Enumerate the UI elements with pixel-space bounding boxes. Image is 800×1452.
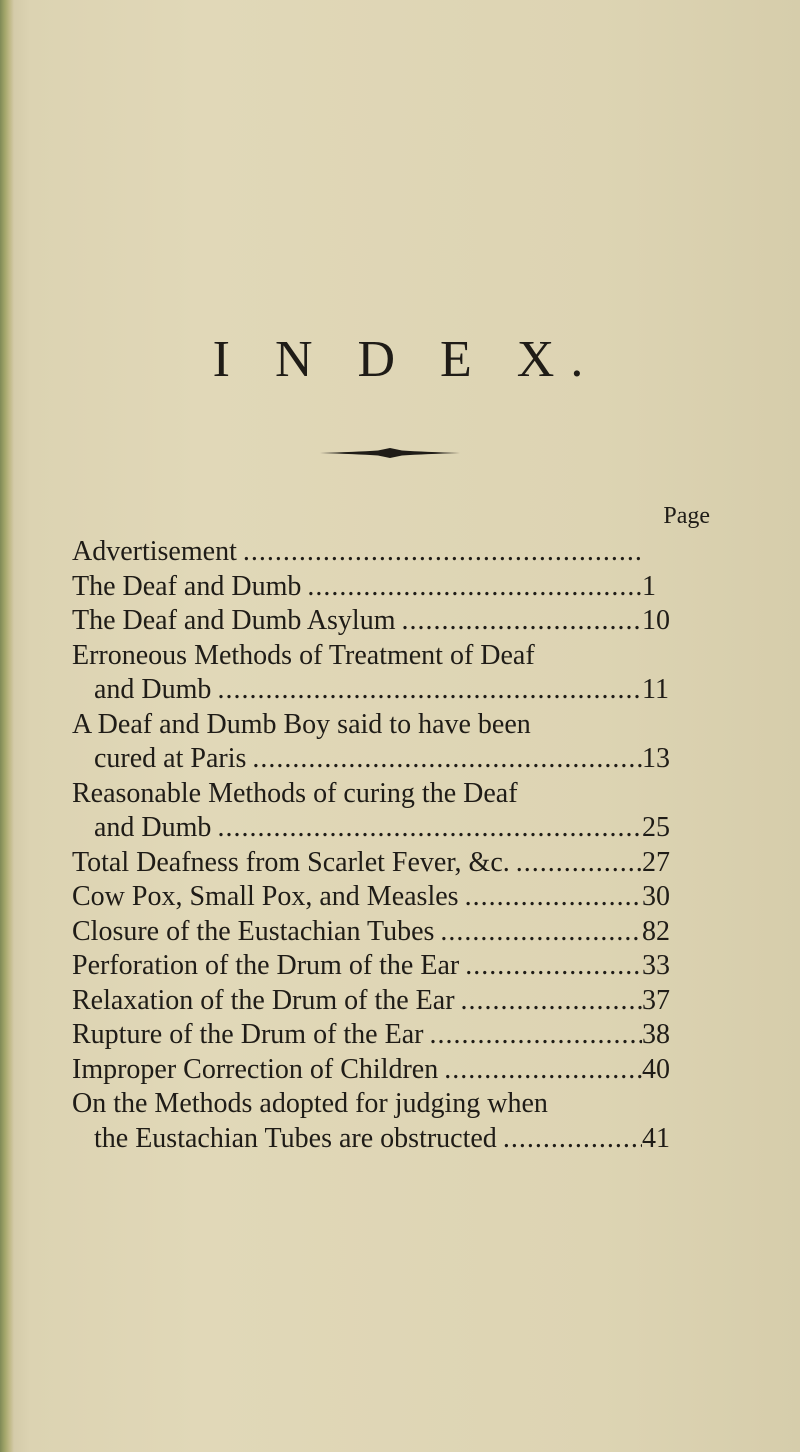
entry-page-number: 11 [642,674,669,705]
index-entry [72,1053,672,1088]
entry-text: Advertisement [72,536,237,567]
leader-dots [434,915,642,950]
leader-dots [497,1122,642,1157]
entry-text: A Deaf and Dumb Boy said to have been [72,708,531,740]
entry-page-number: 33 [642,950,670,981]
index-entry [72,846,672,881]
entry-page-number: 30 [642,881,670,912]
leader-dots [459,880,642,915]
index-entry [72,984,672,1019]
entry-text: Rupture of the Drum of the Ear [72,1019,424,1050]
leader-dots [301,570,642,605]
entry-text: Perforation of the Drum of the Ear [72,950,460,981]
leader-dots [396,604,643,639]
entry-text: Closure of the Eustachian Tubes [72,915,435,947]
index-entry [72,880,672,915]
entry-text: Erroneous Methods of Treatment of Deaf [72,639,535,671]
index-entry [72,1018,672,1053]
entry-text: Total Deafness from Scarlet Fever, &c. [72,846,510,878]
entry-page-number: 38 [642,1019,670,1050]
entry-text: Relaxation of the Drum of the Ear [72,984,455,1016]
entry-text: Improper Correction of Children [72,1053,439,1085]
index-entry-continuation [72,811,672,846]
entry-page-number: 10 [642,605,670,636]
entry-page-number: 41 [642,1122,670,1154]
index-entry [72,639,672,674]
index-entry [72,535,672,570]
leader-dots [246,742,642,777]
entry-text: On the Methods adopted for judging when [72,1088,548,1119]
index-entry [72,570,672,605]
index-entry-continuation [72,1122,672,1157]
leader-dots [510,846,642,881]
entry-text: cured at Paris [94,743,247,774]
entry-page-number: 37 [642,984,670,1016]
leader-dots [237,535,642,570]
entry-text: Cow Pox, Small Pox, and Measles [72,881,459,912]
leader-dots [459,949,642,984]
index-entry-continuation [72,673,672,708]
index-entry-continuation [72,742,672,777]
ornamental-rule [320,448,460,458]
entry-text: The Deaf and Dumb [72,570,302,602]
index-entry [72,777,672,812]
index-entry [72,604,672,639]
index-entry [72,708,672,743]
index-entry [72,949,672,984]
index-title: I N D E X. [212,331,600,388]
index-entries [72,535,672,1156]
entry-text: the Eustachian Tubes are obstructed [94,1122,497,1154]
leader-dots [211,673,642,708]
entry-text: The Deaf and Dumb Asylum [72,605,396,636]
entry-page-number: 1 [642,570,656,602]
entry-page-number: 82 [642,915,670,947]
entry-page-number: 25 [642,812,670,843]
index-entry [72,915,672,950]
entry-page-number: 40 [642,1053,670,1085]
binding-edge [0,0,14,1452]
leader-dots [211,811,642,846]
leader-dots [423,1018,642,1053]
entry-text: and Dumb [94,812,212,843]
entry-page-number: 27 [642,846,670,878]
entry-text: and Dumb [94,674,212,705]
entry-text: Reasonable Methods of curing the Deaf [72,777,518,809]
page-column-heading: Page [663,503,710,529]
leader-dots [438,1053,642,1088]
entry-page-number: 13 [642,743,670,774]
index-entry [72,1087,672,1122]
leader-dots [455,984,642,1019]
